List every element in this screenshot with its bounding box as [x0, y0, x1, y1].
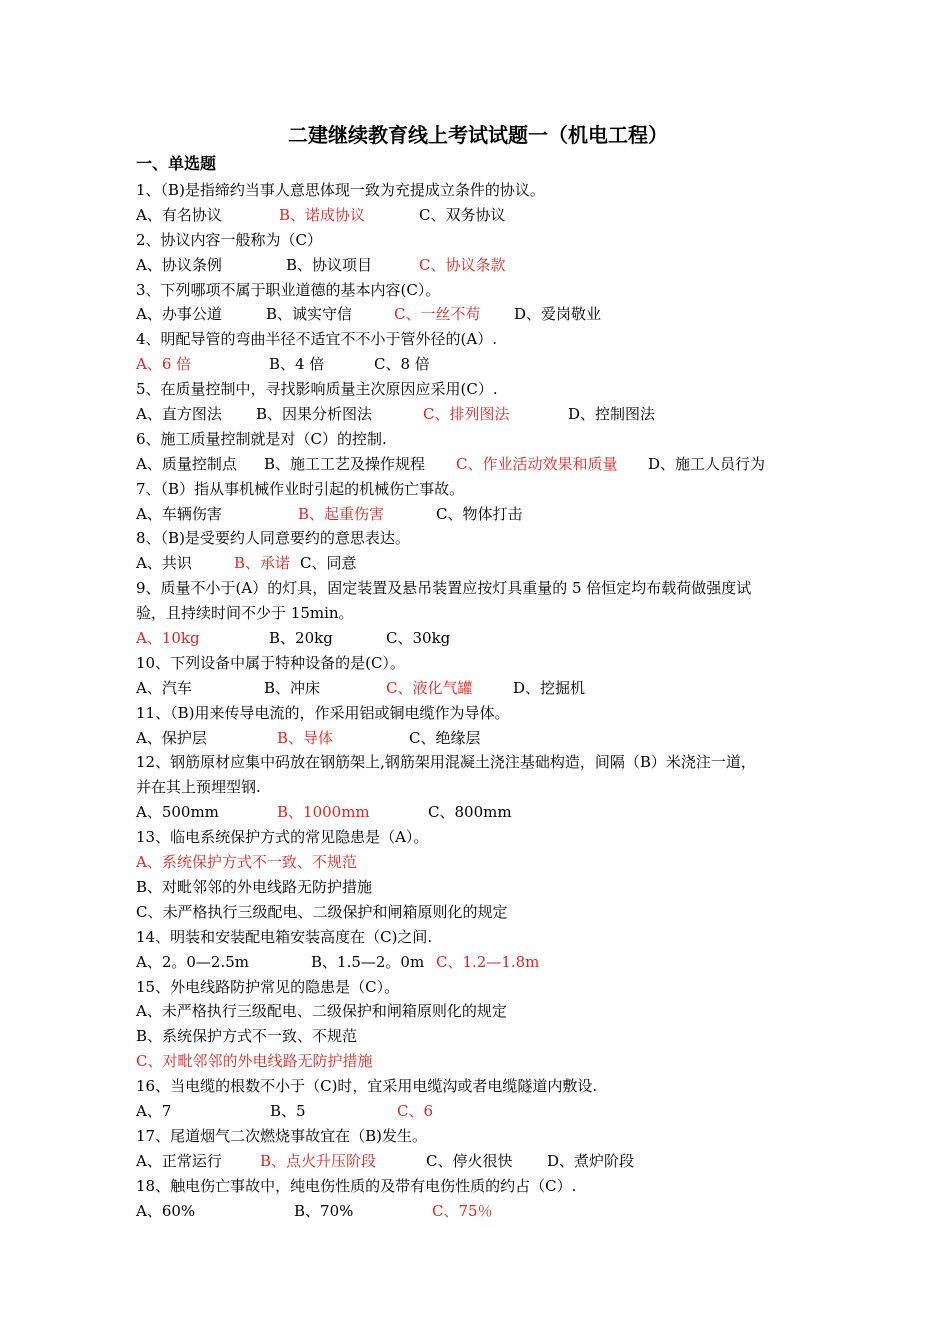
text-line: [136, 327, 826, 352]
answer-option: A、质量控制点: [136, 454, 237, 473]
correct-answer-option: B、点火升压阶段: [260, 1151, 377, 1170]
answer-option: C、800mm: [428, 803, 512, 822]
line-text: 6、施工质量控制就是对（C）的控制.: [136, 429, 387, 448]
correct-answer-option: C、75％: [432, 1201, 493, 1220]
answer-options-row: [136, 1099, 826, 1124]
correct-answer-option: A、6 倍: [136, 355, 192, 374]
correct-answer-option: B、导体: [277, 728, 334, 747]
line-text: 验，且持续时间不少于 15min。: [136, 604, 354, 623]
answer-option: A、2。0—2.5m: [136, 952, 249, 971]
correct-answer-option: B、起重伤害: [298, 504, 385, 523]
answer-option: B、70%: [294, 1201, 354, 1220]
line-text: 1、（B)是指缔约当事人意思体现一致为充提成立条件的协议。: [136, 181, 545, 199]
answer-options-row: [136, 203, 826, 228]
answer-option: A、60%: [136, 1201, 196, 1220]
answer-options-row: [136, 676, 826, 701]
correct-answer-option: C、协议条款: [419, 255, 506, 274]
answer-option: B、冲床: [264, 678, 321, 697]
answer-option: D、施工人员行为: [648, 454, 766, 473]
text-line: [136, 925, 826, 950]
text-line: [136, 775, 826, 800]
answer-option: B、诚实守信: [266, 305, 353, 324]
answer-option: A、保护层: [136, 728, 207, 747]
correct-answer-option: C、对毗邻邻的外电线路无防护措施: [136, 1052, 373, 1071]
answer-options-row: [136, 253, 826, 278]
answer-options-row: [136, 800, 826, 825]
answer-option: A、办事公道: [136, 305, 222, 324]
line-text: 10、下列设备中属于特种设备的是(C）。: [136, 653, 405, 672]
answer-option: A、车辆伤害: [136, 504, 222, 523]
answer-option: A、有名协议: [136, 205, 222, 224]
text-line: [136, 750, 826, 775]
answer-option: D、控制图法: [568, 405, 656, 424]
correct-answer-option: B、诺成协议: [279, 205, 366, 224]
correct-answer-option: C、液化气罐: [386, 678, 473, 697]
line-text: A、未严格执行三级配电、二级保护和闸箱原则化的规定: [136, 1002, 507, 1021]
text-line: [136, 427, 826, 452]
answer-option: B、4 倍: [269, 355, 325, 374]
text-line: [136, 576, 826, 601]
line-text: 17、尾道烟气二次燃烧事故宜在（B)发生。: [136, 1126, 427, 1145]
answer-options-row: [136, 950, 826, 975]
text-line: [136, 900, 826, 925]
answer-option: D、挖掘机: [513, 678, 586, 697]
line-text: 8、（B)是受要约人同意要约的意思表达。: [136, 529, 410, 548]
text-line: [136, 875, 826, 900]
answer-option: A、共识: [136, 554, 192, 573]
document-page: [136, 118, 826, 1223]
correct-answer-option: C、一丝不苟: [394, 305, 481, 324]
answer-options-row: [136, 626, 826, 651]
line-text: 7、（B）指从事机械作业时引起的机械伤亡事故。: [136, 479, 465, 498]
line-text: 16、当电缆的根数不小于（C)时，宜采用电缆沟或者电缆隧道内敷设.: [136, 1077, 598, 1096]
text-line: [136, 477, 826, 502]
line-text: B、对毗邻邻的外电线路无防护措施: [136, 877, 373, 896]
line-text: 14、明装和安装配电箱安装高度在（C)之间.: [136, 927, 433, 946]
answer-option: C、30kg: [386, 629, 451, 648]
answer-options-row: [136, 1149, 826, 1174]
correct-answer-option: C、作业活动效果和质量: [456, 454, 618, 473]
answer-option: C、停火很快: [426, 1151, 513, 1170]
document-title: 二建继续教育线上考试试题一（机电工程）: [288, 123, 668, 147]
line-text: 9、质量不小于(A）的灯具，固定装置及悬吊装置应按灯具重量的 5 倍恒定均布载荷做强度试: [136, 579, 752, 598]
text-line: [136, 701, 826, 726]
text-line: [136, 278, 826, 303]
answer-option: A、500mm: [136, 803, 219, 822]
correct-answer-option: A、系统保护方式不一致、不规范: [136, 853, 357, 872]
answer-option: A、正常运行: [136, 1151, 222, 1170]
line-text: 4、明配导管的弯曲半径不适宜不不小于管外径的(A）.: [136, 330, 497, 349]
correct-answer-option: C、1.2—1.8m: [436, 952, 540, 971]
correct-answer-option: B、1000mm: [277, 803, 370, 822]
text-line: [136, 178, 826, 203]
text-line: [136, 377, 826, 402]
answer-option: A、7: [136, 1101, 172, 1120]
text-line: [136, 850, 826, 875]
answer-option: C、同意: [300, 554, 357, 573]
answer-options-row: [136, 551, 826, 576]
text-line: [136, 1024, 826, 1049]
correct-answer-option: C、6: [397, 1101, 434, 1120]
answer-option: B、20kg: [269, 629, 333, 648]
correct-answer-option: B、承诺: [234, 554, 291, 573]
answer-option: D、煮炉阶段: [547, 1151, 635, 1170]
question-list: [136, 178, 826, 1223]
text-line: [136, 651, 826, 676]
text-line: [136, 999, 826, 1024]
line-text: 并在其上预埋型钢.: [136, 778, 261, 797]
text-line: [136, 228, 826, 253]
line-text: 11、（B)用来传导电流的，作采用铝或铜电缆作为导体。: [136, 703, 510, 722]
answer-option: A、协议条例: [136, 255, 222, 274]
correct-answer-option: C、排列图法: [423, 405, 510, 424]
answer-options-row: [136, 502, 826, 527]
answer-options-row: [136, 1199, 826, 1224]
answer-option: C、物体打击: [436, 504, 523, 523]
answer-option: A、汽车: [136, 678, 192, 697]
answer-options-row: [136, 452, 826, 477]
answer-option: C、8 倍: [374, 355, 430, 374]
answer-options-row: [136, 302, 826, 327]
answer-options-row: [136, 402, 826, 427]
line-text: 18、触电伤亡事故中，纯电伤性质的及带有电伤性质的约占（C）.: [136, 1176, 577, 1195]
line-text: B、系统保护方式不一致、不规范: [136, 1027, 358, 1046]
answer-option: B、施工工艺及操作规程: [264, 454, 426, 473]
text-line: [136, 1174, 826, 1199]
text-line: [136, 975, 826, 1000]
line-text: 13、临电系统保护方式的常见隐患是（A）。: [136, 828, 429, 847]
text-line: [136, 825, 826, 850]
text-line: [136, 1074, 826, 1099]
answer-options-row: [136, 352, 826, 377]
text-line: [136, 1049, 826, 1074]
answer-option: B、因果分析图法: [256, 405, 373, 424]
section-heading: 一、单选题: [136, 154, 217, 173]
text-line: [136, 601, 826, 626]
answer-option: D、爱岗敬业: [514, 305, 602, 324]
answer-option: B、1.5—2。0m: [311, 952, 425, 971]
correct-answer-option: A、10kg: [136, 629, 200, 648]
text-line: [136, 1124, 826, 1149]
answer-option: B、5: [270, 1101, 306, 1120]
line-text: 2、协议内容一般称为（C）: [136, 230, 323, 249]
text-line: [136, 526, 826, 551]
answer-option: C、双务协议: [419, 205, 506, 224]
line-text: C、未严格执行三级配电、二级保护和闸箱原则化的规定: [136, 902, 508, 921]
line-text: 12、钢筋原材应集中码放在钢筋架上,钢筋架用混凝土浇注基础构造，间隔（B）米浇注一道，: [136, 753, 756, 772]
line-text: 15、外电线路防护常见的隐患是（C）。: [136, 977, 400, 996]
line-text: 5、在质量控制中，寻找影响质量主次原因应采用(C）.: [136, 380, 498, 399]
answer-option: C、绝缘层: [409, 728, 481, 747]
answer-option: A、直方图法: [136, 405, 222, 424]
line-text: 3、下列哪项不属于职业道德的基本内容(C）。: [136, 280, 441, 299]
answer-options-row: [136, 726, 826, 751]
answer-option: B、协议项目: [286, 255, 373, 274]
